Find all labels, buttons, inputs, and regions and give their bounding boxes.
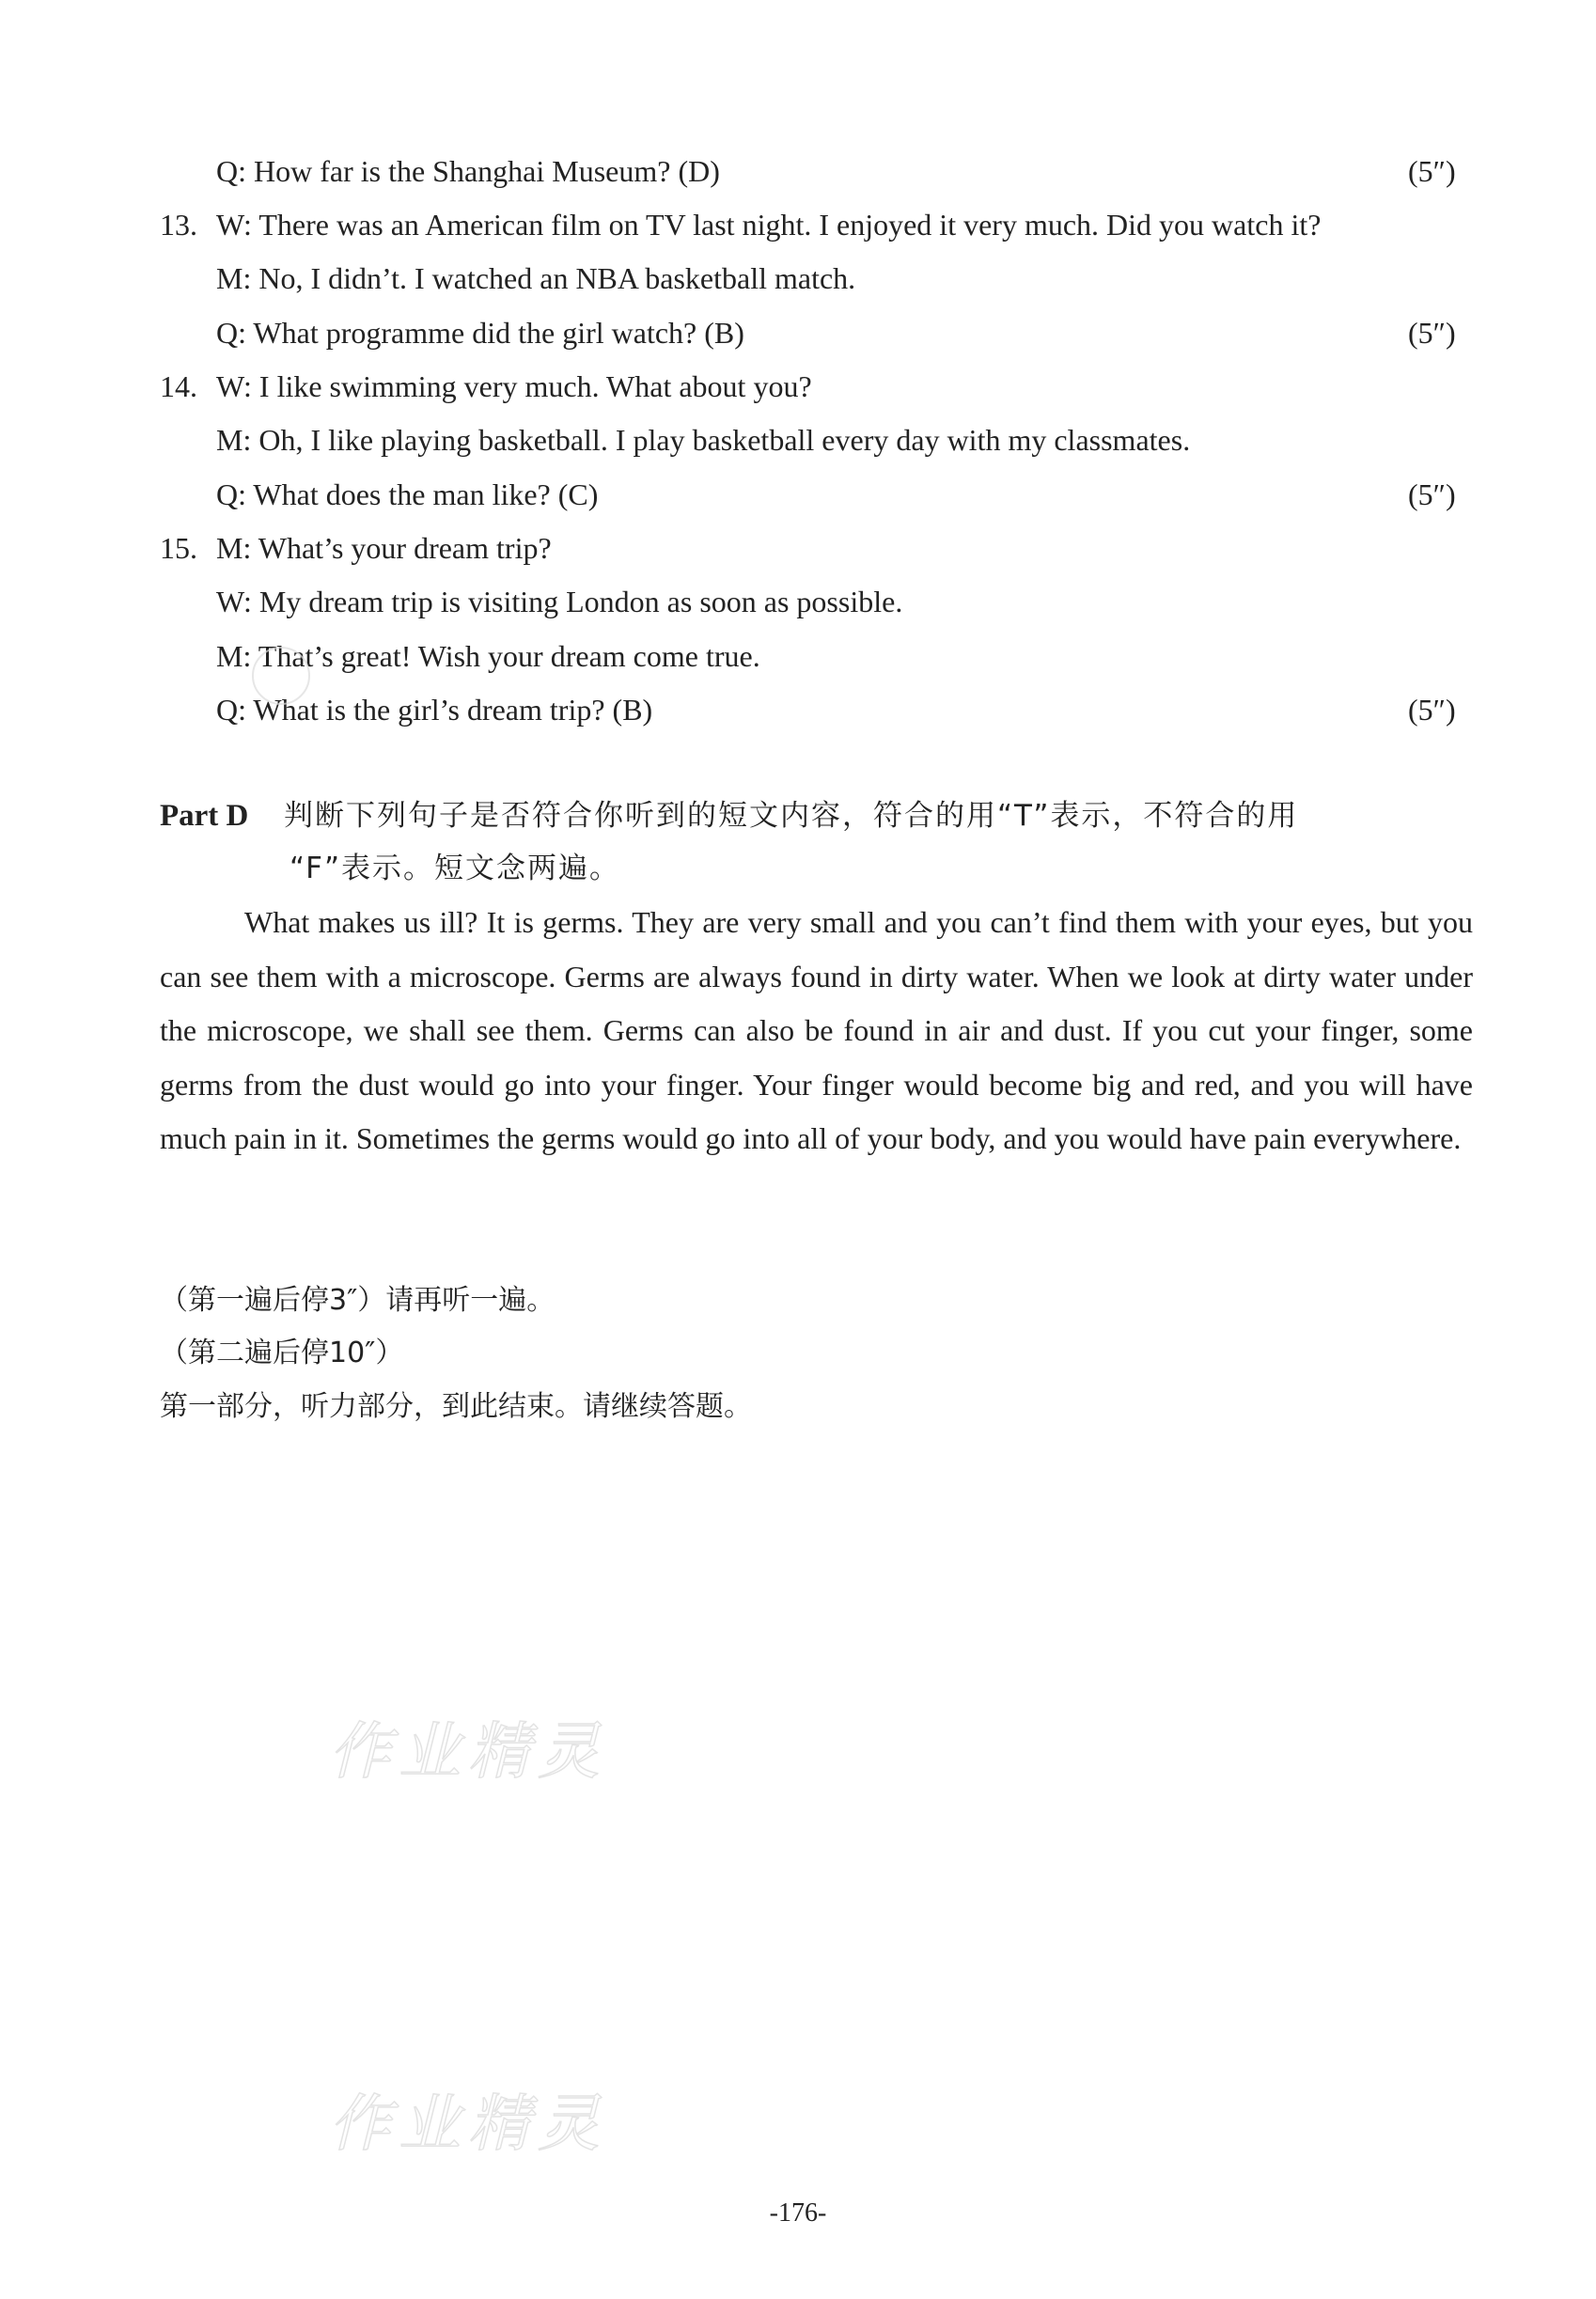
dialogue-man: M: What’s your dream trip? [216, 531, 552, 565]
page-number: -176- [769, 2198, 827, 2228]
section-end-note: 第一部分，听力部分，到此结束。请继续答题。 [160, 1390, 752, 1423]
question-number: 15. [160, 531, 197, 565]
stamp-seal [252, 647, 310, 705]
dialogue-woman: W: I like swimming very much. What about you? [216, 369, 812, 403]
part-d-instruction-cont: “F”表示。短文念两遍。 [289, 852, 620, 885]
dialogue-question: Q: How far is the Shanghai Museum? (D) [216, 154, 720, 188]
pause-timing: (5″) [1408, 477, 1456, 511]
part-d-label: Part D [160, 799, 249, 833]
dialogue-woman: W: There was an American film on TV last night. I enjoyed it very much. Did you watch it? [216, 208, 1322, 242]
dialogue-man: M: Oh, I like playing basketball. I play basketball every day with my classmates. [216, 423, 1191, 457]
dialogue-question: Q: What does the man like? (C) [216, 477, 599, 511]
first-pause-note: （第一遍后停3″）请再听一遍。 [160, 1284, 555, 1317]
pause-timing: (5″) [1408, 154, 1456, 188]
dialogue-woman: W: My dream trip is visiting London as soon as possible. [216, 585, 903, 618]
watermark: 作业精灵 [329, 1715, 607, 1788]
second-pause-note: （第二遍后停10″） [160, 1337, 404, 1369]
watermark: 作业精灵 [329, 2088, 607, 2160]
part-d-instruction: 判断下列句子是否符合你听到的短文内容，符合的用“T”表示，不符合的用 [284, 799, 1299, 833]
question-number: 14. [160, 369, 197, 403]
pause-timing: (5″) [1408, 316, 1456, 350]
question-number: 13. [160, 208, 197, 242]
pause-timing: (5″) [1408, 693, 1456, 727]
dialogue-man: M: No, I didn’t. I watched an NBA basketball match. [216, 261, 856, 295]
dialogue-question: Q: What is the girl’s dream trip? (B) [216, 693, 653, 727]
dialogue-question: Q: What programme did the girl watch? (B) [216, 316, 744, 350]
dialogue-man: M: That’s great! Wish your dream come true. [216, 639, 760, 673]
listening-passage: What makes us ill? It is germs. They are very small and you can’t find them with your eyes, but you can see them with a microscope. Germs are always found in dirty water. When we look at dirty water under the microscope, we shall see them. Germs can also be found in air and dust. If you cut your finger, some germs from the dust would go into your finger. Your finger would become big and red, and you will have much pain in it. Sometimes the germs would go into all of your body, and you would have pain everywhere. [160, 905, 1473, 1155]
